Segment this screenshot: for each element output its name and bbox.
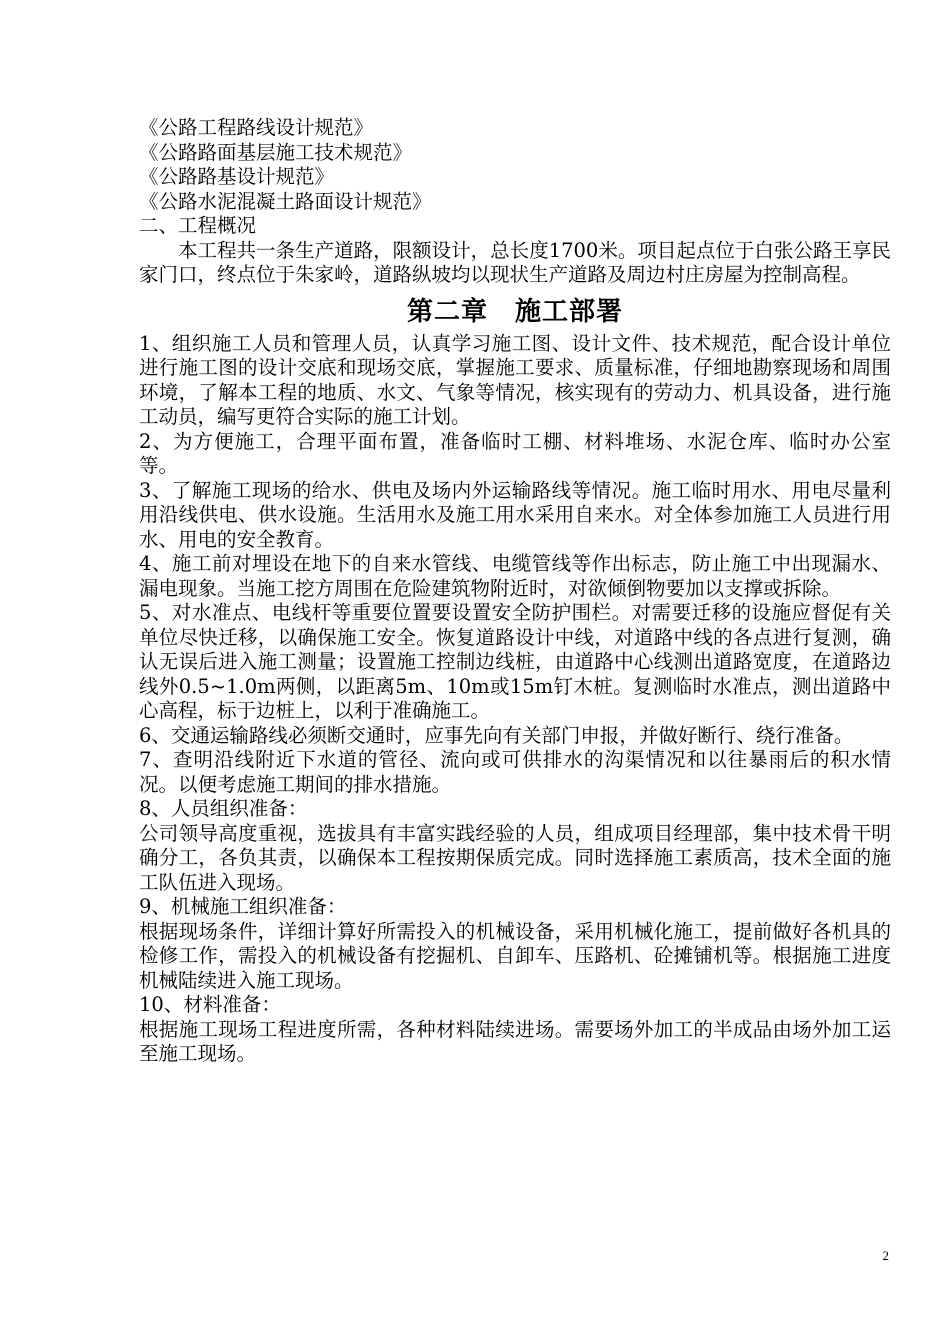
chapter-title: 第二章 施工部署 [406, 296, 623, 327]
page-number: 2 [882, 1248, 889, 1263]
deployment-item-10-heading: 10、材料准备： [139, 993, 281, 1016]
reference-item: 《公路路基设计规范》 [139, 165, 335, 188]
deployment-item-8-body: 公司领导高度重视，选拔具有丰富实践经验的人员，组成项目经理部，集中技术骨干明确分工，各负其责，以确保本工程按期保质完成。同时选择施工素质高，技术全面的施工队伍进入现场。 [139, 821, 891, 894]
deployment-item-7: 7、查明沿线附近下水道的管径、流向或可供排水的沟渠情况和以往暴雨后的积水情况。以便考虑施工期间的排水措施。 [139, 748, 891, 796]
reference-item: 《公路路面基层施工技术规范》 [139, 140, 413, 164]
deployment-item-5: 5、对水准点、电线杆等重要位置要设置安全防护围栏。对需要迁移的设施应督促有关单位尽快迁移，以确保施工安全。恢复道路设计中线，对道路中线的各点进行复测，确认无误后进入施工测量；设置施工控制边线桩，由道路中心线测出道路宽度，在道路边线外0.5~1.0m两侧，以距离5m、10m或15m钉木桩。复测临时水准点，测出道路中心高程，标于边桩上，以利于准确施工。 [139, 601, 891, 722]
project-overview-paragraph: 本工程共一条生产道路，限额设计，总长度1700米。项目起点位于白张公路王享民家门口，终点位于朱家岭，道路纵坡均以现状生产道路及周边村庄房屋为控制高程。 [139, 238, 891, 286]
document-body [139, 116, 891, 1067]
deployment-item-10-body: 根据施工现场工程进度所需，各种材料陆续进场。需要场外加工的半成品由场外加工运至施工现场。 [139, 1017, 891, 1065]
deployment-item-4: 4、施工前对埋设在地下的自来水管线、电缆管线等作出标志，防止施工中出现漏水、漏电现象。当施工挖方周围在危险建筑物附近时，对欲倾倒物要加以支撑或拆除。 [139, 552, 891, 600]
deployment-item-6: 6、交通运输路线必须断交通时，应事先向有关部门申报，并做好断行、绕行准备。 [139, 723, 854, 747]
deployment-item-1: 1、组织施工人员和管理人员，认真学习施工图、设计文件、技术规范，配合设计单位进行施工图的设计交底和现场交底，掌握施工要求、质量标准，仔细地勘察现场和周围环境，了解本工程的地质、水文、气象等情况，核实现有的劳动力、机具设备，进行施工动员，编写更符合实际的施工计划。 [139, 331, 891, 428]
deployment-item-2: 2、为方便施工，合理平面布置，准备临时工棚、材料堆场、水泥仓库、临时办公室等。 [139, 429, 891, 477]
section-heading-project-overview: 二、工程概况 [139, 214, 257, 237]
reference-item: 《公路水泥混凝土路面设计规范》 [139, 189, 432, 213]
deployment-item-8-heading: 8、人员组织准备： [139, 797, 308, 820]
reference-item: 《公路工程路线设计规范》 [139, 116, 374, 139]
deployment-item-9-heading: 9、机械施工组织准备： [139, 895, 347, 918]
deployment-item-9-body: 根据现场条件，详细计算好所需投入的机械设备，采用机械化施工，提前做好各机具的检修工作，需投入的机械设备有挖掘机、自卸车、压路机、砼摊铺机等。根据施工进度机械陆续进入施工现场。 [139, 919, 891, 992]
deployment-item-3: 3、了解施工现场的给水、供电及场内外运输路线等情况。施工临时用水、用电尽量利用沿线供电、供水设施。生活用水及施工用水采用自来水。对全体参加施工人员进行用水、用电的安全教育。 [139, 478, 891, 551]
